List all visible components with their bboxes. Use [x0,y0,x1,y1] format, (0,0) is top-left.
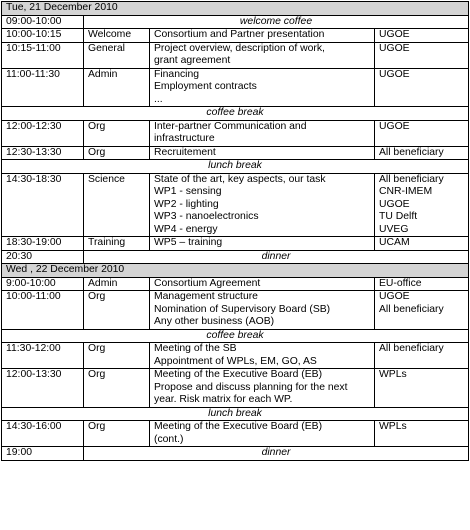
category-cell: Org [84,291,150,330]
break-row [2,160,469,174]
session-row [2,237,469,251]
lead-cell [375,277,469,291]
topic-cell [150,29,375,43]
time-cell: 20:30 [2,250,84,264]
category-cell: Admin [84,68,150,107]
lead-line: All beneficiary [379,173,444,185]
agenda-table [1,1,469,461]
topic-line: Appointment of WPLs, EM, GO, AS [154,355,317,367]
session-row [2,369,469,408]
day-header-row [2,264,469,278]
time-cell: 09:00-10:00 [2,15,84,29]
time-cell: 9:00-10:00 [2,277,84,291]
category-cell: Org [84,343,150,369]
lead-line: All beneficiary [379,146,444,158]
topic-line: Employment contracts [154,81,257,92]
topic-line: WP1 - sensing [154,186,222,197]
session-row [2,343,469,369]
topic-line: Financing [154,68,200,80]
topic-line: WP3 - nanoelectronics [154,211,259,222]
session-row [2,42,469,68]
session-row [2,120,469,146]
topic-line: WP2 - lighting [154,198,219,210]
lead-cell [375,29,469,43]
topic-line: Nomination of Supervisory Board (SB) [154,303,331,315]
category-cell: Welcome [84,29,150,43]
session-row [2,29,469,43]
lead-line: UVEG [379,223,409,235]
break-row [2,407,469,421]
lead-line: CNR-IMEM [379,186,433,197]
lead-cell [375,237,469,251]
lead-cell [375,68,469,107]
lead-line: TU Delft [379,211,418,222]
note-row [2,250,469,264]
topic-line: Propose and discuss planning for the next [154,381,348,393]
time-cell: 14:30-16:00 [2,421,84,447]
time-cell: 11:30-12:00 [2,343,84,369]
note-cell: dinner [84,447,469,461]
topic-line: Any other business (AOB) [154,316,275,327]
note-cell: welcome coffee [84,15,469,29]
topic-line: WP4 - energy [154,223,218,235]
topic-line: (cont.) [154,433,184,445]
note-row [2,15,469,29]
category-cell: Org [84,421,150,447]
topic-line: Meeting of the SB [154,343,237,354]
topic-line: State of the art, key aspects, our task [154,173,326,185]
lead-cell [375,42,469,68]
category-cell: Science [84,173,150,237]
session-row [2,146,469,160]
topic-line: Consortium Agreement [154,277,261,289]
time-cell: 12:00-12:30 [2,120,84,146]
lead-cell [375,120,469,146]
day-date: Wed , 22 December 2010 [2,264,469,278]
lead-line: All beneficiary [379,303,444,315]
lead-line: WPLs [379,421,407,432]
lead-line: EU-office [379,277,422,289]
topic-line: Recruitement [154,146,216,158]
topic-cell [150,173,375,237]
topic-line: Consortium and Partner presentation [154,29,325,40]
lead-line: UGOE [379,42,410,54]
day-header-row [2,2,469,16]
time-cell: 10:00-10:15 [2,29,84,43]
topic-cell [150,146,375,160]
lead-line: All beneficiary [379,343,444,354]
lead-line: UGOE [379,291,410,302]
lead-cell [375,369,469,408]
day-date: Tue, 21 December 2010 [2,2,469,16]
category-cell: Org [84,120,150,146]
time-cell: 19:00 [2,447,84,461]
lead-line: UGOE [379,29,410,40]
topic-line: year. Risk matrix for each WP. [154,394,293,405]
break-label: coffee break [2,329,469,343]
time-cell: 18:30-19:00 [2,237,84,251]
note-cell: dinner [84,250,469,264]
time-cell: 14:30-18:30 [2,173,84,237]
topic-line: infrastructure [154,133,215,144]
topic-line: ... [154,93,163,105]
topic-line: Project overview, description of work, [154,42,325,54]
topic-cell [150,68,375,107]
topic-cell [150,291,375,330]
topic-cell [150,369,375,408]
lead-line: UGOE [379,68,410,80]
lead-line: UCAM [379,237,410,248]
lead-cell [375,146,469,160]
lead-line: UGOE [379,198,410,210]
lead-cell [375,173,469,237]
break-label: lunch break [2,407,469,421]
topic-line: Meeting of the Executive Board (EB) [154,369,323,380]
time-cell: 12:30-13:30 [2,146,84,160]
time-cell: 10:15-11:00 [2,42,84,68]
break-label: coffee break [2,107,469,121]
note-row [2,447,469,461]
time-cell: 11:00-11:30 [2,68,84,107]
topic-line: WP5 – training [154,237,223,248]
topic-cell [150,421,375,447]
topic-cell [150,343,375,369]
category-cell: General [84,42,150,68]
topic-line: Management structure [154,291,258,302]
session-row [2,421,469,447]
topic-cell [150,277,375,291]
lead-line: WPLs [379,369,407,380]
time-cell: 12:00-13:30 [2,369,84,408]
topic-line: Inter-partner Communication and [154,120,307,132]
lead-cell [375,343,469,369]
session-row [2,68,469,107]
lead-cell [375,291,469,330]
session-row [2,291,469,330]
category-cell: Org [84,146,150,160]
category-cell: Training [84,237,150,251]
topic-cell [150,120,375,146]
lead-line: UGOE [379,120,410,132]
category-cell: Admin [84,277,150,291]
topic-cell [150,237,375,251]
break-row [2,107,469,121]
lead-cell [375,421,469,447]
time-cell: 10:00-11:00 [2,291,84,330]
topic-line: grant agreement [154,55,231,66]
break-row [2,329,469,343]
topic-line: Meeting of the Executive Board (EB) [154,421,323,432]
topic-cell [150,42,375,68]
session-row [2,277,469,291]
break-label: lunch break [2,160,469,174]
category-cell: Org [84,369,150,408]
session-row [2,173,469,237]
